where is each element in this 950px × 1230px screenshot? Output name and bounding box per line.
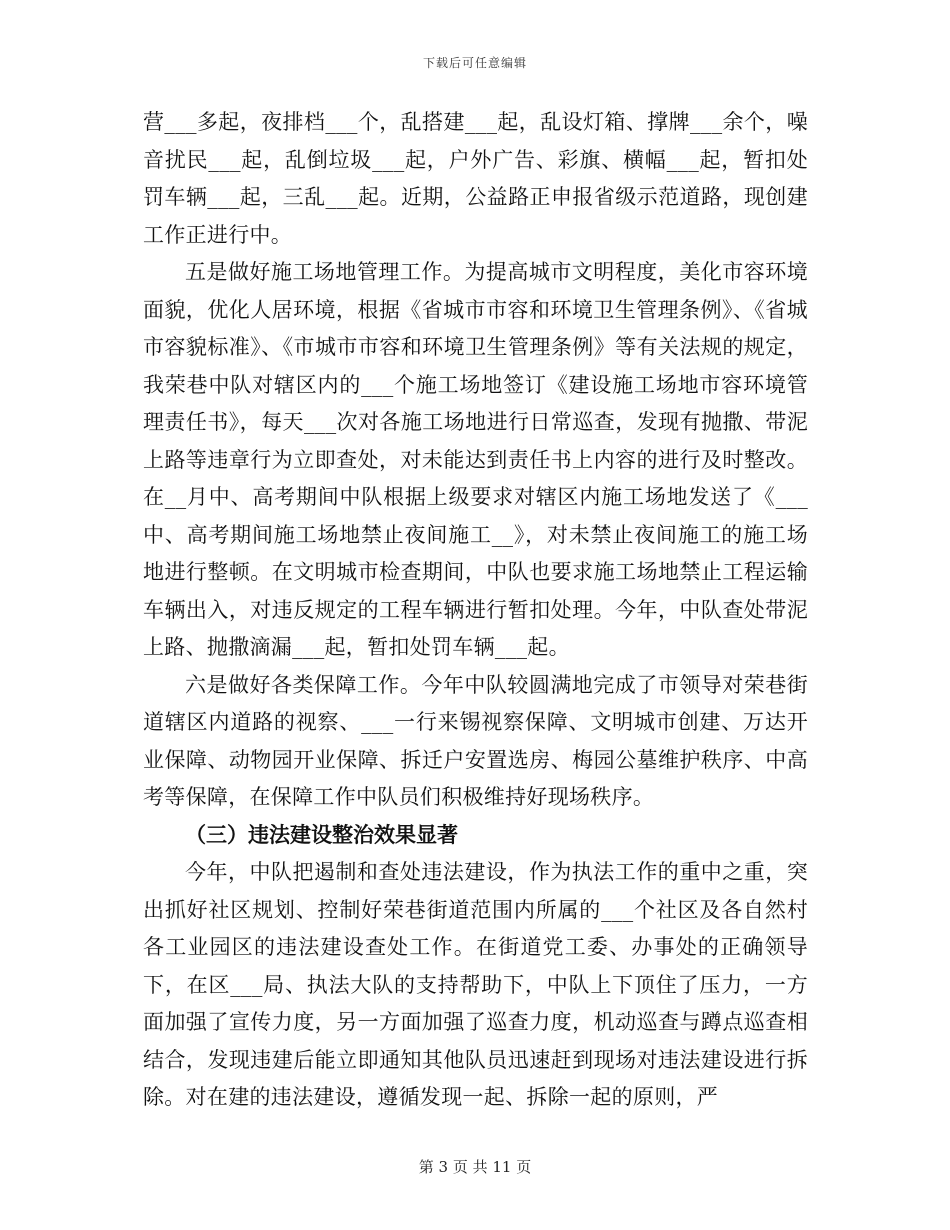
page-header-note: 下载后可任意编辑 — [422, 56, 527, 70]
paragraph-3: 六是做好各类保障工作。今年中队较圆满地完成了市领导对荣巷街道辖区内道路的视察、___一行来锡视察保障、文明城市创建、万达开业保障、动物园开业保障、拆迁户安置选房、梅园公墓维护秩序、中高考等保障，在保障工作中队员们积极维持好现场秩序。 — [143, 672, 808, 809]
page-number: 第 3 页 共 11 页 — [418, 1158, 532, 1176]
paragraph-4: 今年，中队把遏制和查处违法建设，作为执法工作的重中之重，突出抓好社区规划、控制好荣巷街道范围内所属的___个社区及各自然村各工业园区的违法建设查处工作。在街道党工委、办事处的正确领导下，在区___局、执法大队的支持帮助下，中队上下顶住了压力，一方面加强了宣传力度，另一方面加强了巡查力度，机动巡查与蹲点巡查相结合，发现违建后能立即通知其他队员迅速赶到现场对违法建设进行拆除。对在建的违法建设，遵循发现一起、拆除一起的原则，严 — [143, 860, 808, 1109]
paragraph-1: 营___多起，夜排档___个，乱搭建___起，乱设灯箱、撑牌___余个，噪音扰民___起，乱倒垃圾___起，户外广告、彩旗、横幅___起，暂扣处罚车辆___起，三乱___起。近期，公益路正申报省级示范道路，现创建工作正进行中。 — [143, 110, 808, 247]
document-body — [143, 104, 808, 1117]
section-heading-3: （三）违法建设整治效果显著 — [185, 822, 458, 847]
paragraph-2: 五是做好施工场地管理工作。为提高城市文明程度，美化市容环境面貌，优化人居环境，根据《省城市市容和环境卫生管理条例》、《省城市容貌标准》、《市城市市容和环境卫生管理条例》等有关法规的规定，我荣巷中队对辖区内的___个施工场地签订《建设施工场地市容环境管理责任书》，每天___次对各施工场地进行日常巡查，发现有抛撒、带泥上路等违章行为立即查处，对未能达到责任书上内容的进行及时整改。在__月中、高考期间中队根据上级要求对辖区内施工场地发送了《___中、高考期间施工场地禁止夜间施工__》，对未禁止夜间施工的施工场地进行整顿。在文明城市检查期间，中队也要求施工场地禁止工程运输车辆出入，对违反规定的工程车辆进行暂扣处理。今年，中队查处带泥上路、抛撒滴漏___起，暂扣处罚车辆___起。 — [143, 260, 808, 659]
